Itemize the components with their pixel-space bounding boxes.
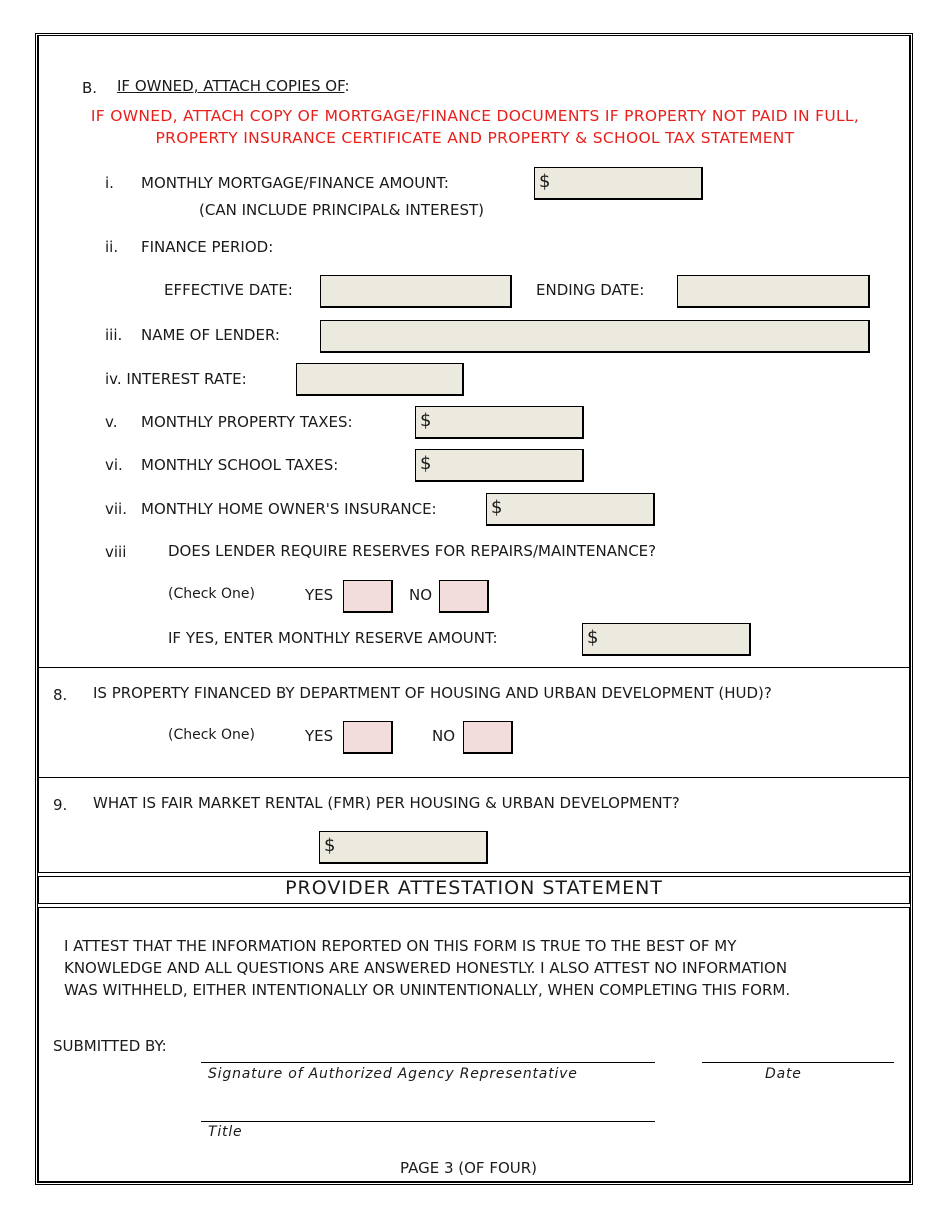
instruction-line-2: PROPERTY INSURANCE CERTIFICATE AND PROPERTY & SCHOOL TAX STATEMENT [155, 129, 795, 147]
item-v-label: MONTHLY PROPERTY TAXES: [141, 413, 353, 431]
item-i-sublabel: (CAN INCLUDE PRINCIPAL& INTEREST) [199, 201, 484, 219]
attestation-title: PROVIDER ATTESTATION STATEMENT [285, 877, 663, 899]
school-taxes-field[interactable]: $ [415, 449, 584, 482]
item-viii-number: viii [105, 543, 127, 561]
home-insurance-field[interactable]: $ [486, 493, 655, 526]
signature-line[interactable] [201, 1062, 655, 1063]
item-vii-number: vii. [105, 500, 127, 518]
effective-date-label: EFFECTIVE DATE: [164, 281, 293, 299]
item-vi-label: MONTHLY SCHOOL TAXES: [141, 456, 339, 474]
item-vii-label: MONTHLY HOME OWNER'S INSURANCE: [141, 500, 437, 518]
date-caption: Date [765, 1066, 802, 1082]
section-b-heading-text: IF OWNED, ATTACH COPIES OF [117, 77, 345, 95]
reserves-no-checkbox[interactable] [439, 580, 489, 613]
monthly-mortgage-amount-field[interactable]: $ [534, 167, 703, 200]
title-line[interactable] [201, 1121, 655, 1122]
item-iii-number: iii. [105, 326, 123, 344]
item-vi-number: vi. [105, 456, 123, 474]
reserves-yes-label: YES [305, 586, 334, 604]
q8-number: 8. [53, 686, 68, 704]
property-taxes-field[interactable]: $ [415, 406, 584, 439]
section-b-letter: B. [82, 79, 98, 97]
page-number: PAGE 3 (OF FOUR) [400, 1159, 538, 1177]
hud-yes-label: YES [305, 727, 334, 745]
item-ii-label: FINANCE PERIOD: [141, 238, 274, 256]
reserves-no-label: NO [409, 586, 433, 604]
item-iii-label: NAME OF LENDER: [141, 326, 280, 344]
fair-market-rental-field[interactable]: $ [319, 831, 488, 864]
item-ii-number: ii. [105, 238, 119, 256]
title-caption: Title [208, 1124, 243, 1140]
submitted-by-label: SUBMITTED BY: [53, 1037, 167, 1055]
signature-caption: Signature of Authorized Agency Representative [208, 1066, 578, 1082]
ending-date-field[interactable] [677, 275, 870, 308]
attestation-line-2: KNOWLEDGE AND ALL QUESTIONS ARE ANSWERED HONESTLY. I ALSO ATTEST NO INFORMATION [64, 959, 788, 977]
effective-date-field[interactable] [320, 275, 512, 308]
check-one-label: (Check One) [168, 586, 255, 602]
instruction-line-1: IF OWNED, ATTACH COPY OF MORTGAGE/FINANCE DOCUMENTS IF PROPERTY NOT PAID IN FULL, [90, 107, 860, 125]
section-b-heading-colon: : [344, 77, 350, 95]
q8-check-one-label: (Check One) [168, 727, 255, 743]
hud-no-label: NO [432, 727, 456, 745]
interest-rate-field[interactable] [296, 363, 464, 396]
date-line[interactable] [702, 1062, 894, 1063]
hud-no-checkbox[interactable] [463, 721, 513, 754]
reserve-amount-field[interactable]: $ [582, 623, 751, 656]
item-i-number: i. [105, 174, 114, 192]
q9-label: WHAT IS FAIR MARKET RENTAL (FMR) PER HOUSING & URBAN DEVELOPMENT? [93, 794, 680, 812]
hud-yes-checkbox[interactable] [343, 721, 393, 754]
item-iv-label: iv. INTEREST RATE: [105, 370, 247, 388]
item-v-number: v. [105, 413, 118, 431]
ending-date-label: ENDING DATE: [536, 281, 645, 299]
reserve-amount-label: IF YES, ENTER MONTHLY RESERVE AMOUNT: [168, 629, 498, 647]
q8-label: IS PROPERTY FINANCED BY DEPARTMENT OF HOUSING AND URBAN DEVELOPMENT (HUD)? [93, 684, 772, 702]
item-viii-label: DOES LENDER REQUIRE RESERVES FOR REPAIRS/MAINTENANCE? [168, 542, 657, 560]
section-b-heading [117, 77, 350, 95]
item-i-label: MONTHLY MORTGAGE/FINANCE AMOUNT: [141, 174, 449, 192]
attestation-line-3: WAS WITHHELD, EITHER INTENTIONALLY OR UNINTENTIONALLY, WHEN COMPLETING THIS FORM. [64, 981, 791, 999]
attestation-line-1: I ATTEST THAT THE INFORMATION REPORTED ON THIS FORM IS TRUE TO THE BEST OF MY [64, 937, 737, 955]
lender-name-field[interactable] [320, 320, 870, 353]
reserves-yes-checkbox[interactable] [343, 580, 393, 613]
q9-number: 9. [53, 796, 68, 814]
